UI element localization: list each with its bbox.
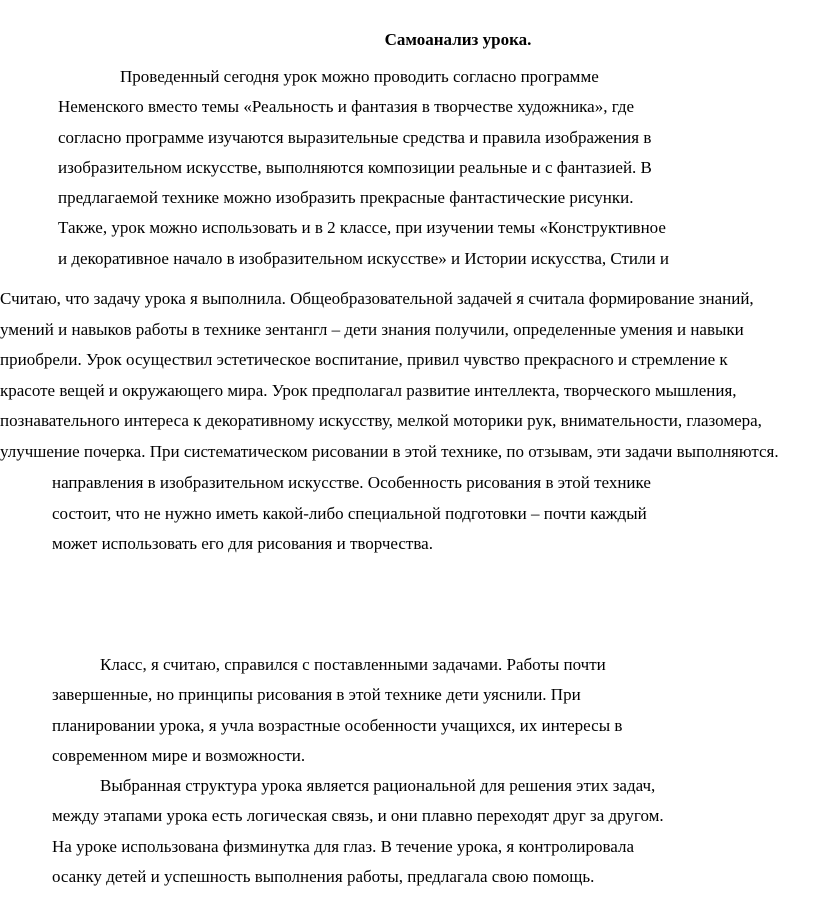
text-line: направления в изобразительном искусстве. Особенность рисования в этой технике — [52, 473, 651, 492]
text-line: Выбранная структура урока является рациональной для решения этих задач, — [100, 776, 656, 796]
text-line: Проведенный сегодня урок можно проводить согласно программе — [120, 67, 599, 86]
document-title: Самоанализ урока. — [384, 30, 532, 49]
text-line: Неменского вместо темы «Реальность и фантазия в творчестве художника», где — [58, 97, 635, 117]
paragraph-class-results — [52, 650, 664, 892]
text-line: согласно программе изучаются выразительные средства и правила изображения в — [58, 127, 652, 147]
text-line: познавательного интереса к декоративному искусству, мелкой моторики рук, внимательности, глазомера, — [0, 411, 762, 430]
text-line: завершенные, но принципы рисования в этой технике дети уяснили. При — [52, 685, 581, 705]
text-line: между этапами урока есть логическая связь, и они плавно переходят друг за другом. — [52, 806, 664, 826]
text-line: состоит, что не нужно иметь какой-либо специальной подготовки – почти каждый — [52, 503, 647, 523]
paragraph-technique — [52, 468, 651, 560]
paragraph-goals — [0, 284, 779, 467]
text-line: современном мире и возможности. — [52, 745, 306, 765]
text-line: изобразительном искусстве, выполняются композиции реальные и с фантазией. В — [58, 157, 652, 177]
text-line: Считаю, что задачу урока я выполнила. Общеобразовательной задачей я считала формирование знаний, — [0, 289, 754, 308]
text-line: Также, урок можно использовать и в 2 классе, при изучении темы «Конструктивное — [58, 218, 666, 238]
text-line: улучшение почерка. При систематическом рисовании в этой технике, по отзывам, эти задачи выполняются. — [0, 441, 779, 461]
text-line: умений и навыков работы в технике зентангл – дети знания получили, определенные умения и навыки — [0, 319, 744, 339]
text-line: планировании урока, я учла возрастные особенности учащихся, их интересы в — [52, 715, 623, 735]
text-line: Класс, я считаю, справился с поставленными задачами. Работы почти — [100, 655, 606, 674]
text-line: и декоративное начало в изобразительном искусстве» и Истории искусства, Стили и — [58, 248, 669, 268]
text-line: может использовать его для рисования и творчества. — [52, 534, 433, 553]
text-line: красоте вещей и окружающего мира. Урок предполагал развитие интеллекта, творческого мышления, — [0, 380, 737, 400]
text-line: приобрели. Урок осуществил эстетическое воспитание, привил чувство прекрасного и стремление к — [0, 350, 728, 369]
paragraph-intro — [58, 62, 669, 274]
text-line: На уроке использована физминутка для глаз. В течение урока, я контролировала — [52, 836, 634, 856]
text-line: осанку детей и успешность выполнения работы, предлагала свою помощь. — [52, 867, 595, 887]
text-line: предлагаемой технике можно изобразить прекрасные фантастические рисунки. — [58, 188, 634, 208]
